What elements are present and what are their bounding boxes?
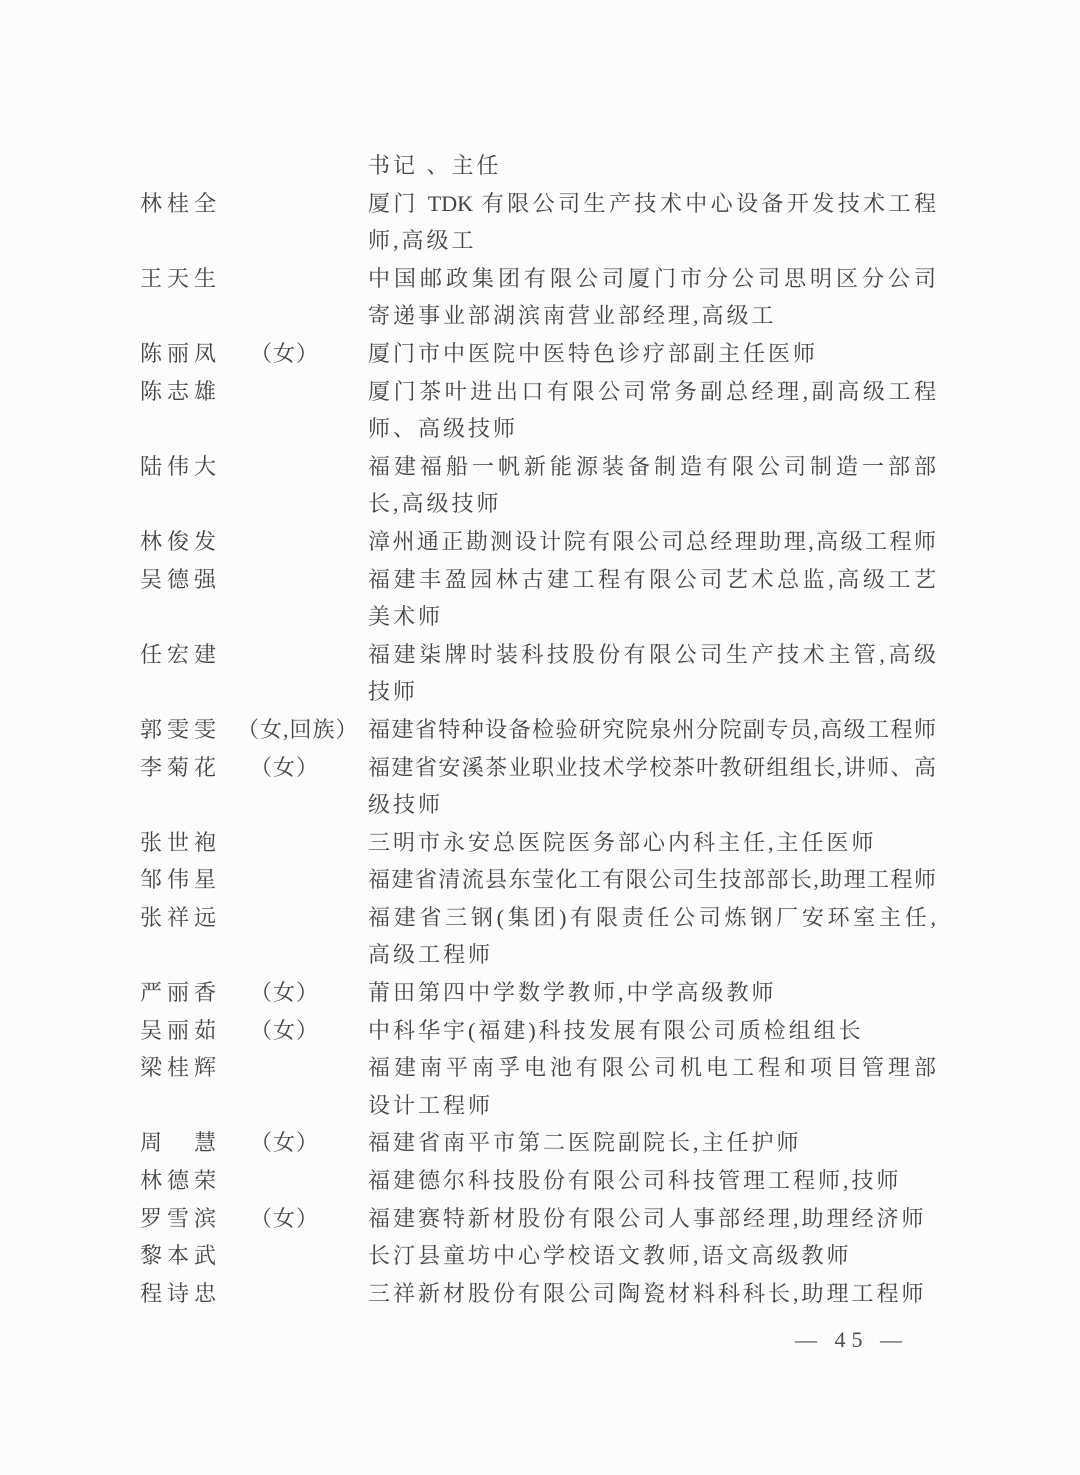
- person-name: 张世袍: [140, 829, 222, 855]
- position-line: 级技师: [368, 792, 444, 818]
- position-line: 莆田第四中学数学教师,中学高级教师: [368, 980, 777, 1006]
- position-line: 三明市永安总医院医务部心内科主任,主任医师: [368, 829, 877, 855]
- gender-note: （女）: [250, 980, 320, 1006]
- person-name: 陈志雄: [140, 378, 222, 404]
- position-line: 福建省清流县东莹化工有限公司生技部部长,助理工程师: [368, 867, 936, 893]
- list-entry: [140, 636, 940, 711]
- gender-note: （女,回族）: [237, 716, 359, 742]
- list-entry: [140, 1275, 940, 1313]
- position-line: 设计工程师: [368, 1092, 494, 1118]
- position-description: [368, 373, 936, 448]
- list-entry: [140, 974, 940, 1012]
- position-line: 福建省特种设备检验研究院泉州分院副专员,高级工程师: [368, 716, 936, 742]
- position-line: 福建省南平市第二医院副院长,主任护师: [368, 1130, 802, 1156]
- position-description: [368, 260, 936, 335]
- gender-note: （女）: [250, 1205, 320, 1231]
- position-line: 福建丰盈园林古建工程有限公司艺术总监,高级工艺: [368, 566, 936, 592]
- person-name: 陈丽凤: [140, 340, 222, 366]
- position-line: 福建柒牌时装科技股份有限公司生产技术主管,高级: [368, 641, 936, 667]
- position-line: 福建省三钢(集团)有限责任公司炼钢厂安环室主任,: [368, 904, 936, 930]
- position-line: 长,高级技师: [368, 491, 502, 517]
- position-line: 福建南平南孚电池有限公司机电工程和项目管理部: [368, 1055, 936, 1081]
- list-entry: [140, 185, 940, 260]
- position-description: [368, 335, 936, 373]
- gender-note: （女）: [250, 340, 320, 366]
- list-entry: [140, 561, 940, 636]
- position-description: [368, 899, 936, 974]
- person-name: 陆伟大: [140, 453, 222, 479]
- list-entry: [140, 824, 940, 862]
- person-name: 林桂全: [140, 190, 222, 216]
- position-line: 福建德尔科技股份有限公司科技管理工程师,技师: [368, 1168, 902, 1194]
- position-description: [368, 1049, 936, 1124]
- person-name: 吴德强: [140, 566, 222, 592]
- position-description: [368, 1275, 936, 1313]
- position-line: 中国邮政集团有限公司厦门市分公司思明区分公司: [368, 265, 936, 291]
- person-name: 邹伟星: [140, 867, 222, 893]
- position-line: 厦门茶叶进出口有限公司常务副总经理,副高级工程: [368, 378, 936, 404]
- position-description: [368, 147, 936, 185]
- list-entry: [140, 260, 940, 335]
- position-line: 师、高级技师: [368, 416, 519, 442]
- list-entry: [140, 523, 940, 561]
- position-description: [368, 636, 936, 711]
- list-entry: [140, 1012, 940, 1050]
- person-name: 张祥远: [140, 904, 222, 930]
- list-entry: [140, 147, 940, 185]
- list-entry: [140, 1162, 940, 1200]
- position-description: [368, 824, 936, 862]
- position-line: 寄递事业部湖滨南营业部经理,高级工: [368, 303, 777, 329]
- position-description: [368, 185, 936, 260]
- person-name: 吴丽茹: [140, 1017, 222, 1043]
- list-entry: [140, 749, 940, 824]
- position-description: [368, 523, 936, 561]
- position-line: 美术师: [368, 604, 444, 630]
- position-description: [368, 974, 936, 1012]
- position-line: 技师: [368, 679, 419, 705]
- position-line: 厦门市中医院中医特色诊疗部副主任医师: [368, 340, 819, 366]
- list-entry: [140, 1237, 940, 1275]
- position-line: 书记 、主任: [368, 153, 502, 178]
- list-entry: [140, 1200, 940, 1238]
- person-name: 罗雪滨: [140, 1205, 222, 1231]
- position-line: 高级工程师: [368, 942, 494, 968]
- position-description: [368, 1124, 936, 1162]
- person-name: 王天生: [140, 265, 222, 291]
- gender-note: （女）: [250, 1130, 320, 1156]
- gender-note: （女）: [250, 754, 320, 780]
- position-line: 三祥新材股份有限公司陶瓷材料科科长,助理工程师: [368, 1280, 927, 1306]
- list-entry: [140, 335, 940, 373]
- list-entry: [140, 373, 940, 448]
- person-name: 黎本武: [140, 1243, 222, 1269]
- position-description: [368, 1200, 936, 1238]
- position-description: [368, 448, 936, 523]
- position-description: [368, 1237, 936, 1275]
- position-line: 师,高级工: [368, 228, 477, 254]
- person-name: 郭雯雯: [140, 716, 222, 742]
- person-name: 林德荣: [140, 1168, 222, 1194]
- person-name: 周 慧: [140, 1130, 222, 1156]
- position-description: [368, 561, 936, 636]
- position-description: [368, 711, 936, 749]
- position-line: 中科华宇(福建)科技发展有限公司质检组组长: [368, 1017, 864, 1043]
- position-line: 福建省安溪茶业职业技术学校茶叶教研组组长,讲师、高: [368, 754, 936, 780]
- person-name: 梁桂辉: [140, 1055, 222, 1081]
- position-line: 长汀县童坊中心学校语文教师,语文高级教师: [368, 1243, 852, 1269]
- gender-note: （女）: [250, 1017, 320, 1043]
- recipients-list: [140, 147, 940, 1312]
- person-name: 李菊花: [140, 754, 222, 780]
- position-line: 福建赛特新材股份有限公司人事部经理,助理经济师: [368, 1205, 927, 1231]
- list-entry: [140, 1124, 940, 1162]
- position-description: [368, 749, 936, 824]
- position-description: [368, 1162, 936, 1200]
- list-entry: [140, 1049, 940, 1124]
- person-name: 林俊发: [140, 528, 222, 554]
- list-entry: [140, 861, 940, 899]
- person-name: 程诗忠: [140, 1280, 222, 1306]
- position-line: 厦门 TDK 有限公司生产技术中心设备开发技术工程: [368, 190, 936, 216]
- position-description: [368, 861, 936, 899]
- person-name: 任宏建: [140, 641, 222, 667]
- position-line: 福建福船一帆新能源装备制造有限公司制造一部部: [368, 453, 936, 479]
- list-entry: [140, 448, 940, 523]
- list-entry: [140, 711, 940, 749]
- position-description: [368, 1012, 936, 1050]
- list-entry: [140, 899, 940, 974]
- person-name: 严丽香: [140, 980, 222, 1006]
- position-line: 漳州通正勘测设计院有限公司总经理助理,高级工程师: [368, 528, 936, 554]
- page-number: — 45 —: [795, 1327, 908, 1352]
